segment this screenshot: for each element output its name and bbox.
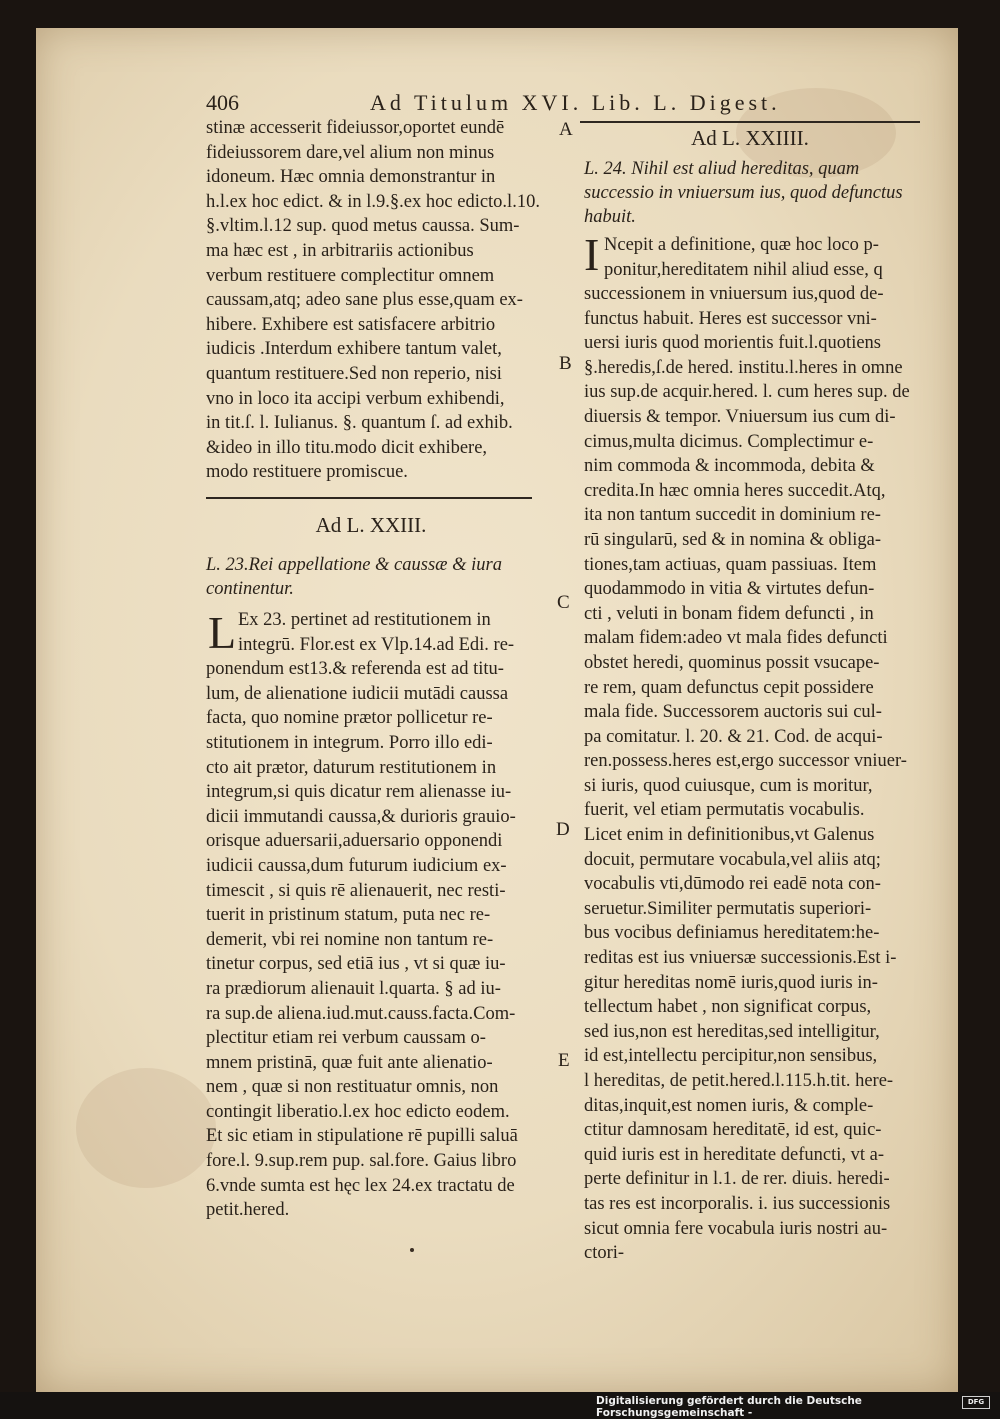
text-line: modo restituere promiscue. xyxy=(206,462,408,483)
text-line: integrum,si quis dicatur rem alienasse iu- xyxy=(206,782,512,803)
text-line: in tit.ſ. l. Iulianus. §. quantum ſ. ad exhib. xyxy=(206,413,513,434)
text-line: seruetur.Similiter permutatis superiori- xyxy=(584,898,872,919)
text-line: ita non tantum succedit in dominium re- xyxy=(584,505,881,526)
text-line: successionem in vniuersum ius,quod de- xyxy=(584,284,884,304)
text-line: Licet enim in definitionibus,vt Galenus xyxy=(584,825,875,846)
lemma-l23 xyxy=(206,553,556,601)
text-line: ditas,inquit,est nomen iuris, & comple- xyxy=(584,1095,874,1116)
running-title: Ad Titulum XVI. Lib. L. Digest. xyxy=(370,90,781,115)
text-line: ctitur damnosam hereditatē, id est, quic- xyxy=(584,1120,882,1141)
margin-letter-a: A xyxy=(559,119,573,140)
text-line: plectitur etiam rei verbum caussam o- xyxy=(206,1028,486,1049)
text-line: iudicii caussa,dum futurum iudicium ex- xyxy=(206,855,507,876)
text-line: reditas est ius vniuersæ successionis.Est i- xyxy=(584,948,897,969)
text-line: perte definitur in l.1. de rer. diuis. heredi- xyxy=(584,1169,890,1190)
text-line: mala fide. Successorem auctoris sui cul- xyxy=(584,702,882,723)
text-line: lum, de alienatione iudicii mutādi caussa xyxy=(206,683,509,704)
text-line: 6.vnde sumta est hęc lex 24.ex tractatu de xyxy=(206,1175,515,1196)
text-line: ius sup.de acquir.hered. l. cum heres sup. de xyxy=(584,382,910,403)
text-line: fideiussorem dare,vel alium non minus xyxy=(206,142,495,163)
right-column-opening xyxy=(604,233,924,282)
page-number: 406 xyxy=(206,90,239,115)
text-line: tas res est incorporalis. i. ius successionis xyxy=(584,1193,891,1214)
text-line: docuit, permutare vocabula,vel aliis atq; xyxy=(584,849,881,870)
text-line: tiones,tam actiuas, quam passiuas. Item xyxy=(584,554,877,575)
section-heading-l23: Ad L. XXIII. xyxy=(315,513,427,537)
text-line: rū singularū, sed & in nomina & obliga- xyxy=(584,529,881,550)
text-line: ma hæc est , in arbitrariis actionibus xyxy=(206,240,474,261)
text-line: si iuris, quod cuiusque, cum is moritur, xyxy=(584,775,873,796)
text-line: fuerit, vel etiam permutatis vocabulis. xyxy=(584,800,865,821)
text-line: nim commoda & incommoda, debita & xyxy=(584,456,875,477)
text-line: cti , veluti in bonam fidem defuncti , in xyxy=(584,603,874,624)
lemma-line: habuit. xyxy=(584,207,636,227)
text-line: nem , quæ si non restituatur omnis, non xyxy=(206,1077,499,1098)
text-line: ra prædiorum alienauit l.quarta. § ad iu- xyxy=(206,978,501,999)
text-line: iudicis .Interdum exhibere tantum valet, xyxy=(206,339,502,360)
right-column-body xyxy=(584,282,924,1266)
text-line: gitur hereditas nomē iuris,quod iuris in- xyxy=(584,972,878,993)
text-line: Et sic etiam in stipulatione rē pupilli saluā xyxy=(206,1126,518,1147)
text-line: fore.l. 9.sup.rem pup. sal.fore. Gaius libro xyxy=(206,1151,517,1172)
left-column-continuation xyxy=(206,116,556,485)
text-line: quodammodo in vitia & virtutes defun- xyxy=(584,579,875,600)
section-heading-l24: Ad L. XXIIII. xyxy=(691,126,809,150)
page-stain xyxy=(76,1068,216,1188)
text-line: credita.In hæc omnia heres succedit.Atq, xyxy=(584,480,886,501)
text-line: uersi iuris quod morientis fuit.l.quotiens xyxy=(584,333,882,354)
drop-cap-l: L xyxy=(208,607,237,658)
text-line: ren.possess.heres est,ergo successor vniuer- xyxy=(584,751,907,772)
text-line: bus vocibus definiamus hereditatem:he- xyxy=(584,923,880,944)
text-line: tuerit in pristinum statum, puta nec re- xyxy=(206,905,491,926)
text-line: tellectum habet , non significat corpus, xyxy=(584,997,872,1018)
text-line: diuersis & tempor. Vniuersum ius cum di- xyxy=(584,406,896,427)
lemma-line: L. 24. Nihil est aliud hereditas, quam xyxy=(584,159,860,179)
text-line: Ex 23. pertinet ad restitutionem in xyxy=(238,610,491,630)
text-line: contingit liberatio.l.ex hoc edicto eodem. xyxy=(206,1101,510,1122)
text-line: verbum restituere complectitur omnem xyxy=(206,265,495,286)
text-line: ponitur,hereditatem nihil aliud esse, q xyxy=(604,259,883,280)
text-line: cimus,multa dicimus. Complectimur e- xyxy=(584,431,874,452)
text-line: obstet heredi, quominus possit vsucape- xyxy=(584,652,880,673)
text-line: integrū. Flor.est ex Vlp.14.ad Edi. re- xyxy=(238,634,515,655)
text-line: h.l.ex hoc edict. & in l.9.§.ex hoc edicto.l.10. xyxy=(206,191,540,212)
text-line: stinæ accesserit fideiussor,oportet eundē xyxy=(206,118,505,138)
lemma-line: successio in vniuersum ius, quod defunctus xyxy=(584,183,903,203)
text-line: pa comitatur. l. 20. & 21. Cod. de acqui- xyxy=(584,726,883,747)
text-line: ra sup.de aliena.iud.mut.causs.facta.Com- xyxy=(206,1003,516,1024)
text-line: id est,intellectu percipitur,non sensibus, xyxy=(584,1046,878,1067)
text-line: quid iuris est in hereditate defuncti, vt a- xyxy=(584,1144,885,1165)
text-line: l hereditas, de petit.hered.l.115.h.tit. here- xyxy=(584,1071,894,1091)
text-line: demerit, vbi rei nomine non tantum re- xyxy=(206,929,494,950)
ink-speck xyxy=(410,1248,414,1252)
lemma-l24 xyxy=(584,157,924,229)
text-line: ctori- xyxy=(584,1243,625,1264)
text-line: sicut omnia fere vocabula iuris nostri au- xyxy=(584,1218,888,1239)
text-line: petit.hered. xyxy=(206,1200,290,1221)
text-line: tinetur corpus, sed etiā ius , vt si quæ iu- xyxy=(206,954,506,975)
text-line: &ideo in illo titu.modo dicit exhibere, xyxy=(206,437,488,458)
left-column-body xyxy=(206,608,556,1223)
section-rule xyxy=(580,121,920,123)
text-line: stitutionem in integrum. Porro illo edi- xyxy=(206,732,493,753)
text-line: malam fidem:adeo vt mala fides defuncti xyxy=(584,628,888,649)
text-line: hibere. Exhibere est satisfacere arbitrio xyxy=(206,314,496,335)
text-line: sed ius,non est hereditas,sed intelligitur, xyxy=(584,1021,880,1042)
digitization-credit: Digitalisierung gefördert durch die Deutsche Forschungsgemeinschaft - xyxy=(596,1395,862,1419)
text-line: §.heredis,ſ.de hered. institu.l.heres in omne xyxy=(584,357,903,378)
text-line: dicii immutandi caussa,& durioris grauio- xyxy=(206,806,516,827)
dfg-logo: DFG xyxy=(962,1396,990,1409)
text-line: mnem pristinā, quæ fuit ante alienatio- xyxy=(206,1052,493,1073)
text-line: Ncepit a definitione, quæ hoc loco p- xyxy=(604,235,879,255)
text-line: timescit , si quis rē alienauerit, nec resti- xyxy=(206,880,506,901)
text-line: caussam,atq; adeo sane plus esse,quam ex- xyxy=(206,290,523,311)
lemma-line: L. 23.Rei appellatione & caussæ & iura xyxy=(206,555,502,575)
text-line: re rem, quam defunctus cepit possidere xyxy=(584,677,874,698)
text-line: vno in loco ita accipi verbum exhibendi, xyxy=(206,388,505,409)
text-line: vocabulis vti,dūmodo rei eadē nota con- xyxy=(584,874,881,895)
section-rule xyxy=(206,497,532,499)
text-line: quantum restituere.Sed non reperio, nisi xyxy=(206,363,502,384)
drop-cap-i: I xyxy=(584,229,600,280)
margin-letter-b: B xyxy=(559,353,572,374)
text-line: orisque aduersarii,aduersario opponendi xyxy=(206,831,503,852)
text-line: cto ait prætor, daturum restitutionem in xyxy=(206,757,497,778)
text-line: functus habuit. Heres est successor vni- xyxy=(584,308,877,329)
lemma-line: continentur. xyxy=(206,579,294,599)
text-line: idoneum. Hæc omnia demonstrantur in xyxy=(206,167,496,188)
text-line: facta, quo nomine prætor pollicetur re- xyxy=(206,708,493,729)
margin-letter-e: E xyxy=(558,1050,570,1071)
margin-letter-d: D xyxy=(556,819,570,840)
text-line: §.vltim.l.12 sup. quod metus caussa. Sum- xyxy=(206,216,520,237)
margin-letter-c: C xyxy=(557,592,570,613)
text-line: ponendum est13.& referenda est ad titu- xyxy=(206,659,504,680)
